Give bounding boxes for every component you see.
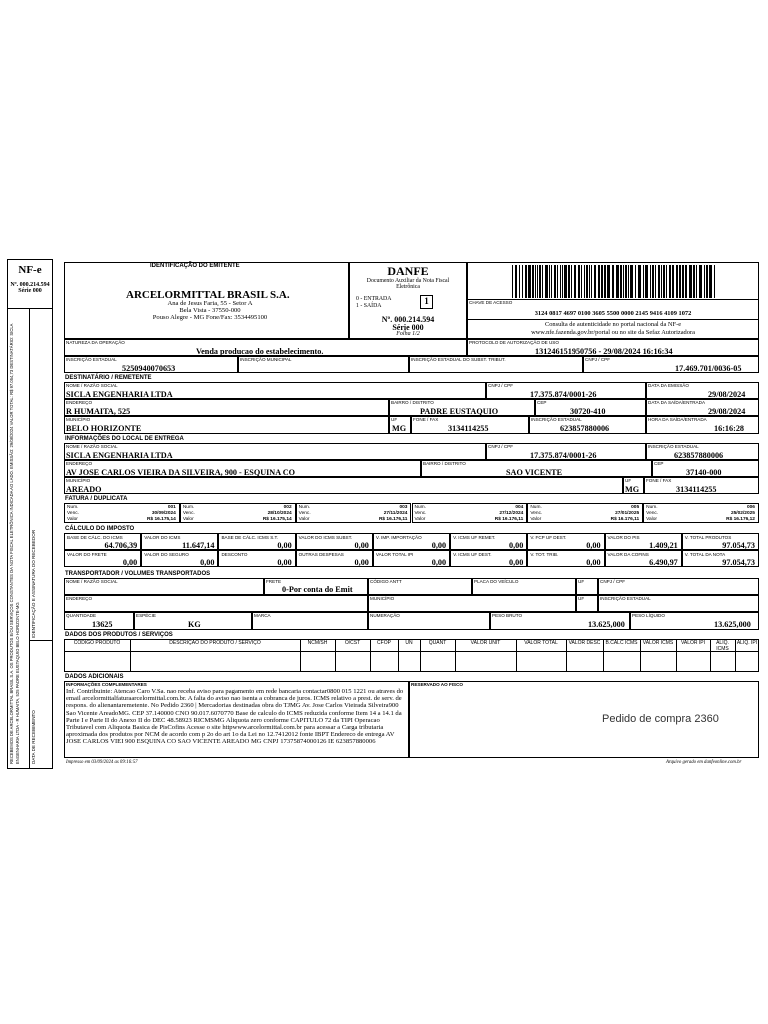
dest-cnpj: 17.375.874/0001-26 [530,390,597,399]
tr-placa-label: PLACA DO VEÍCULO [474,579,519,584]
ie-label: INSCRIÇÃO ESTADUAL [66,357,117,362]
ent-bairro-label: BAIRRO / DISTRITO [423,461,466,466]
tr-end-box [64,595,368,612]
fatura-valor: R$ 16.175,14 [262,517,292,522]
footer-right: Arquivo gerado em danfeonline.com.br [666,760,742,765]
chave-consulta [467,321,759,337]
ent-nome-label: NOME / RAZÃO SOCIAL [66,444,118,449]
dest-hora: 16:16:28 [714,424,745,433]
entrega-section: INFORMAÇÕES DO LOCAL DE ENTREGA [65,436,184,442]
barcode-bar [586,265,588,298]
barcode [512,265,716,298]
barcode-bar [568,265,570,298]
dest-end-label: ENDEREÇO [66,400,93,405]
barcode-bar [645,265,648,298]
barcode-bar [630,265,633,298]
tr-especie-label: ESPÉCIE [136,613,156,618]
adicionais-section: DADOS ADICIONAIS [65,674,124,680]
emitente-section-label: IDENTIFICAÇÃO DO EMITENTE [150,263,240,269]
danfe-title: DANFE [387,264,429,278]
imposto-value: 0,00 [277,558,292,567]
barcode-bar [666,265,667,298]
barcode-bar [525,265,527,298]
imposto-cell [141,533,218,550]
produtos-col-header: VALOR TOTAL [524,640,558,646]
imposto-label: V. ICMS UF DEST. [453,552,492,557]
dest-fone-label: FONE / FAX [413,417,439,422]
imposto-label: V. TOT. TRIB. [530,552,559,557]
danfe-saida: 1 - SAÍDA [356,303,382,309]
imposto-cell [296,533,373,550]
barcode-bar [537,265,538,298]
barcode-bar [689,265,692,298]
fisco-label: RESERVADO AO FISCO [411,682,463,687]
fatura-num: 004 [515,505,524,510]
fatura-venc: 28/10/2024 [267,511,292,516]
chave-consulta1: Consulta de autenticidade no portal nacional da NF-e [544,321,682,328]
imposto-cell [373,550,450,567]
imposto-value: 6.490,97 [649,558,678,567]
fatura-item [296,503,412,523]
imposto-value: 0,00 [277,541,292,550]
dest-section: DESTINATÁRIO / REMETENTE [65,375,152,381]
fatura-num-label: Num. [414,505,426,510]
produtos-col-header: VALOR UNIT [470,640,501,646]
barcode-bar [685,265,687,298]
barcode-bar [539,265,541,298]
ie-value: 5250940070653 [122,364,176,373]
dest-bairro-label: BAIRRO / DISTRITO [391,400,434,405]
barcode-bar [551,265,552,298]
fatura-valor-label: Valor [298,517,310,522]
imposto-label: VALOR DO SEGURO [144,552,189,557]
stub-date-label: DATA DE RECEBIMENTO [31,710,36,764]
ent-fone: 3134114255 [676,485,717,494]
ent-bairro: SAO VICENTE [506,468,563,477]
stub-receipt-text: RECEBEMOS DE ARCELORMITTAL BRASIL S.A. OS PRODUTOS E/OU SERVIÇOS CONSTANTES DA NOTA FISCAL ELETRÔNICA INDICADA AO LADO. EMISSÃO: 29/08/2024 VALOR TOTAL: R$ 97.054,73 DESTINATÁRIO: SICLA ENGENHARIA LTDA - R HUMAITA, 525 PADRE EUSTAQUIO BELO HORIZONTE-MG [9,323,20,764]
dest-mun-label: MUNICÍPIO [66,417,91,422]
fatura-valor-label: Valor [530,517,542,522]
imposto-value: 0,00 [431,558,447,567]
barcode-bar [584,265,585,298]
fatura-venc-label: Venc. [646,511,659,516]
emitente-address [130,301,290,321]
fatura-valor-label: Valor [67,517,78,522]
barcode-bar [598,265,600,298]
barcode-bar [699,265,702,298]
produtos-col-header: VALOR IPI [680,640,706,646]
barcode-bar [607,265,610,298]
stub-divider [29,309,30,769]
barcode-bar [581,265,582,298]
tr-uf2-label: UF [578,596,585,601]
dest-hora-label: HORA DA SAÍDA/ENTRADA [648,417,707,422]
fatura-valor: R$ 16.176,12 [726,517,755,522]
barcode-bar [672,265,674,298]
fatura-num-label: Num. [298,505,311,510]
produtos-col-header: B.CÁLC ICMS [605,640,638,646]
dest-cnpj-label: CNPJ / CPF [488,383,514,388]
barcode-bar [643,265,644,298]
produtos-col-header: DESCRIÇÃO DO PRODUTO / SERVIÇO [169,640,261,646]
barcode-bar [679,265,681,298]
imposto-cell [527,550,604,567]
imposto-value: 0,00 [200,558,215,567]
barcode-bar [554,265,556,298]
fatura-venc-label: Venc. [414,511,427,516]
barcode-bar [515,265,517,298]
produtos-col-header: UN [405,640,413,646]
handwritten-note: Pedido de compra 2360 [602,713,719,725]
imposto-cell [64,550,141,567]
fatura-item [527,503,643,523]
fatura-venc: 27/11/2024 [383,511,408,516]
fatura-venc-label: Venc. [67,511,80,516]
fatura-item [643,503,759,523]
tr-bruto-label: PESO BRUTO [492,613,523,618]
dest-emissao: 29/08/2024 [708,390,746,399]
barcode-bar [512,265,513,298]
fatura-valor-label: Valor [182,517,194,522]
tr-marca-label: MARCA [254,613,271,618]
im-label: INSCRIÇÃO MUNICIPAL [240,357,292,362]
barcode-bar [669,265,671,298]
dest-uf-label: UF [391,417,398,422]
danfe-subtitle2: Eletrônica [396,284,420,290]
emitente-name: ARCELORMITTAL BRASIL S.A. [126,289,290,301]
tr-qtd: 13625 [92,620,113,629]
imposto-label: V. ICMS UF REMET. [453,535,496,540]
fatura-valor: R$ 16.176,11 [494,517,524,522]
transp-section: TRANSPORTADOR / VOLUMES TRANSPORTADOS [65,571,211,577]
tr-end-label: ENDEREÇO [66,596,93,601]
barcode-bar [589,265,590,298]
imposto-label: VALOR DO ICMS SUBST. [298,535,353,540]
imposto-value: 0,00 [354,541,369,550]
fatura-item [64,503,180,523]
barcode-bar [682,265,684,298]
barcode-bar [620,265,622,298]
imposto-cell [682,550,759,567]
stub-serie: Série 000 [18,288,42,294]
barcode-bar [706,265,708,298]
ent-ie-label: INSCRIÇÃO ESTADUAL [648,444,699,449]
barcode-bar [704,265,705,298]
ent-municipio: AREADO [66,485,102,494]
danfe-folha: Folha 1/2 [396,331,420,337]
fatura-venc: 27/01/2025 [615,511,640,516]
fatura-venc: 25/02/2025 [730,511,755,516]
stub-nfe-block [7,259,53,309]
barcode-bar [709,265,712,298]
iest-label: INSCRIÇÃO ESTADUAL DO SUBST. TRIBUT. [411,357,506,362]
produtos-header-line [64,651,759,652]
tr-mun-box [368,595,576,612]
danfe-entrada: 0 - ENTRADA [356,296,392,302]
barcode-bar [623,265,624,298]
imposto-label: BASE DE CÁLC. DO ICMS [67,535,123,540]
imposto-label: DESCONTO [221,552,248,557]
imposto-cell [450,550,527,567]
produtos-section: DADOS DOS PRODUTOS / SERVIÇOS [65,632,173,638]
danfe-number: Nº. 000.214.594 [381,315,435,324]
imposto-value: 97.054,73 [722,558,755,567]
barcode-bar [574,265,576,298]
fatura-num: 001 [167,505,176,510]
imposto-label: VALOR DO ICMS [144,535,181,540]
stub-nfe-label: NF-e [18,264,42,276]
fatura-item [180,503,296,523]
produtos-col-header: ALÍQ. IPI [736,640,758,646]
barcode-bar [571,265,572,298]
barcode-bar [545,265,548,298]
fatura-venc: 27/12/2024 [499,511,524,516]
ent-cep: 37140-000 [686,468,722,477]
chave-divider-2 [467,319,759,320]
barcode-bar [655,265,656,298]
natureza-value: Venda producao do estabelecimento. [196,347,324,356]
dest-emissao-label: DATA DA EMISSÃO [648,383,689,388]
imposto-cell [682,533,759,550]
cnpj-emit-value: 17.469.701/0036-05 [675,364,742,373]
imposto-cell [141,550,218,567]
protocolo-label: PROTOCOLO DE AUTORIZAÇÃO DE USO [469,340,559,345]
danfe-tipo: 1 [424,296,429,306]
fatura-num: 006 [746,505,755,510]
imposto-label: OUTRAS DESPESAS [298,552,344,557]
tr-nome-label: NOME / RAZÃO SOCIAL [66,579,118,584]
barcode-bar [625,265,627,298]
tr-ie-label: INSCRIÇÃO ESTADUAL [600,596,651,601]
tr-antt-label: CÓDIGO ANTT [370,579,402,584]
dest-saida-label: DATA DA SAÍDA/ENTRADA [648,400,706,405]
barcode-bar [542,265,543,298]
imposto-cell [450,533,527,550]
fatura-num: 002 [283,505,292,510]
barcode-bar [638,265,641,298]
chave-label: CHAVE DE ACESSO [469,300,513,305]
ent-ie: 623857880006 [674,451,724,460]
fatura-valor-label: Valor [414,517,426,522]
imposto-label: V. TOTAL DA NOTA [684,552,726,557]
chave-consulta2: www.nfe.fazenda.gov.br/portal ou no site da Sefaz Autorizadora [531,329,695,336]
tr-peso-bruto: 13.625,000 [588,620,625,629]
cnpj-emit-label: CNPJ / CPF [585,357,611,362]
dest-cep: 30720-410 [570,407,606,416]
imposto-value: 0,00 [122,558,138,567]
tr-uf-label: UF [578,579,585,584]
barcode-bar [528,265,531,298]
produtos-col-header: CÓDIGO PRODUTO [73,640,121,646]
barcode-bar [661,265,662,298]
imposto-label: VALOR DO FRETE [67,552,107,557]
imposto-label: VALOR DO PIS [607,535,640,540]
imposto-cell [296,550,373,567]
barcode-bar [535,265,536,298]
dest-cep-label: CEP [537,400,547,405]
ent-cep-label: CEP [654,461,664,466]
barcode-bar [650,265,651,298]
emitente-addr1: Ana de Jesus Faria, 55 - Setor A [167,300,253,307]
imposto-cell [218,533,295,550]
danfe-serie: Série 000 [392,323,424,332]
tr-frete: 0-Por conta do Emit [282,585,353,594]
stub-divider-h [29,640,53,641]
tr-especie: KG [188,620,201,629]
fatura-num: 005 [631,505,640,510]
imposto-value: 11.647,14 [182,541,215,550]
ent-fone-label: FONE / FAX [646,478,672,483]
produtos-col-header: ALÍQ. ICMS [716,640,729,652]
ent-nome: SICLA ENGENHARIA LTDA [66,451,173,460]
imposto-value: 64.706,39 [104,541,138,550]
produtos-col-header: O/CST [344,640,361,646]
imposto-cell [527,533,604,550]
imposto-value: 0,00 [354,558,369,567]
emitente-addr2: Bela Vista - 37550-000 [179,306,241,314]
imposto-cell [605,533,682,550]
chave-value: 3124 0817 4697 0100 3605 5500 0000 2145 9416 4109 1072 [534,310,692,317]
barcode-bar [560,265,561,298]
tr-liquido-label: PESO LÍQUIDO [632,613,665,618]
tr-peso-liquido: 13.625,000 [714,620,751,629]
barcode-bar [696,265,697,298]
imposto-cell [605,550,682,567]
imposto-value: 0,00 [586,558,601,567]
tr-numeracao-label: NUMERAÇÃO [370,613,400,618]
barcode-bar [564,265,567,298]
produtos-col-header: VALOR DESC [568,640,601,646]
tr-cnpj-label: CNPJ / CPF [600,579,626,584]
tr-mun-label: MUNICÍPIO [370,596,395,601]
info-text: Inf. Contribuinte: Atencao Caro V.Sa. nao receba aviso para pagamento em rede bancaria contactar0800 015 1221 ou atraves do email arcelormittalfaturaarcelormittal.com.br. A falta do aviso nao isenta a cobranca de juros. ICMS relativo a prest. de serv. de respons. do alienantaremetente. No Pedido 2360 | Mercadorias destinadas obra do TJMG Av. Jose Carlos Vieirada Silveira900 Sao Vicente AreadoMG. CEP 37.140000 CNO 90.017.6070770 Base de calculo do ICMS reduzida conforme Item 14 a 14.1 da Parte I e Parte II do Anexo II do DEC 48.58923 RICMSMG Aliquota zero conforme CAPITULO 72 da TIPI Operacao Tributavel com Aliquota Basica de PisCofins Acesse o site httpwww.arcelormittal.com.br para acessar a Carga tributaria aproximada dos produtos por NCM de acordo com p 2o do art 1o da Lei no 12.7412012 fonte IBPT Endereco de entrega AV JOSE CARLOS VIEI 900 ESQUINA CO SAO VICENTE AREADO MG CNPJ 17375874000126 IE 623857880006 [66,688,404,746]
barcode-bar [549,265,550,298]
imposto-value: 1.409,21 [649,541,678,550]
barcode-bar [604,265,606,298]
imposto-label: V. TOTAL PRODUTOS [684,535,732,540]
imposto-label: VALOR TOTAL IPI [375,552,414,557]
imposto-value: 0,00 [509,541,524,550]
footer-left: Impresso em 03/09/2024 as 09:16:57 [66,760,138,765]
dest-nome: SICLA ENGENHARIA LTDA [66,390,173,399]
danfe-subtitle1: Documento Auxiliar da Nota Fiscal [366,278,450,284]
fatura-valor: R$ 16.176,11 [610,517,640,522]
tr-qtd-label: QUANTIDADE [66,613,97,618]
dest-ie-label: INSCRIÇÃO ESTADUAL [531,417,582,422]
imposto-value: 97.054,73 [722,541,755,550]
ent-cnpj-label: CNPJ / CPF [488,444,514,449]
dest-endereco: R HUMAITA, 525 [66,407,131,416]
dest-saida: 29/08/2024 [708,407,746,416]
fatura-valor: R$ 16.176,11 [378,517,408,522]
ent-uf-label: UF [625,478,632,483]
ent-end-label: ENDEREÇO [66,461,93,466]
ent-endereco: AV JOSE CARLOS VIEIRA DA SILVEIRA, 900 - ESQUINA CO [66,468,296,477]
imposto-value: 0,00 [586,541,601,550]
barcode-bar [591,265,592,298]
danfe-subtitle [349,278,467,290]
imposto-label: V. FCP UF DEST. [530,535,567,540]
fatura-section: FATURA / DUPLICATA [65,496,128,502]
natureza-label: NATUREZA DA OPERAÇÃO [66,340,125,345]
barcode-bar [676,265,678,298]
fatura-num: 003 [399,505,408,510]
imposto-label: BASE DE CÁLC. ICMS S.T. [221,535,279,540]
fatura-valor: R$ 16.175,14 [147,517,176,522]
barcode-bar [628,265,629,298]
imposto-cell [373,533,450,550]
tr-frete-label: FRETE [266,579,282,584]
imposto-value: 0,00 [509,558,524,567]
ent-cnpj: 17.375.874/0001-26 [530,451,597,460]
stub-sign-label: IDENTIFICAÇÃO E ASSINATURA DO RECEBEDOR [31,529,36,638]
produtos-col-header: QUANT [428,640,447,646]
dest-ie: 623857880006 [560,424,610,433]
dest-uf: MG [392,424,407,433]
barcode-bar [612,265,614,298]
ent-uf: MG [625,485,640,494]
produtos-col-header: VALOR ICMS [642,640,674,646]
imposto-value: 0,00 [431,541,447,550]
dest-bairro: PADRE EUSTAQUIO [420,407,499,416]
fatura-valor-label: Valor [646,517,657,522]
protocolo-value: 131246151950756 - 29/08/2024 16:16:34 [535,347,673,356]
barcode-bar [693,265,695,298]
fatura-num-label: Num. [182,505,195,510]
barcode-bar [652,265,654,298]
fatura-num-label: Num. [530,505,542,510]
ent-mun-box [64,477,623,494]
produtos-col-header: NCM/SH [307,640,328,646]
barcode-bar [616,265,619,298]
stub-number: Nº. 000.214.594 [10,282,50,288]
barcode-bar [557,265,558,298]
imposto-section: CÁLCULO DO IMPOSTO [65,526,135,532]
barcode-bar [519,265,520,298]
fatura-venc-label: Venc. [298,511,311,516]
emitente-addr3: Pouso Alegre - MG Fone/Fax: 3534495100 [152,313,268,321]
fatura-venc-label: Venc. [530,511,543,516]
info-label: INFORMAÇÕES COMPLEMENTARES [66,682,147,687]
produtos-col-header: CFOP [377,640,391,646]
barcode-bar [663,265,665,298]
barcode-bar [578,265,580,298]
barcode-bar [562,265,563,298]
imposto-label: VALOR DA COFINS [607,552,649,557]
barcode-bar [522,265,523,298]
barcode-bar [532,265,534,298]
ent-mun-label: MUNICÍPIO [66,478,91,483]
barcode-bar [714,265,715,298]
barcode-bar [594,265,596,298]
dest-nome-label: NOME / RAZÃO SOCIAL [66,383,118,388]
imposto-cell [218,550,295,567]
imposto-cell [64,533,141,550]
barcode-bar [601,265,603,298]
fatura-venc: 30/09/2024 [151,511,176,516]
dest-municipio: BELO HORIZONTE [66,424,142,433]
barcode-bar [635,265,636,298]
barcode-bar [658,265,660,298]
fatura-num-label: Num. [646,505,658,510]
fatura-venc-label: Venc. [182,511,195,516]
fatura-item [412,503,528,523]
dest-fone: 3134114255 [448,424,489,433]
imposto-label: V. IMP. IMPORTAÇÃO [375,535,422,540]
fatura-num-label: Num. [67,505,79,510]
